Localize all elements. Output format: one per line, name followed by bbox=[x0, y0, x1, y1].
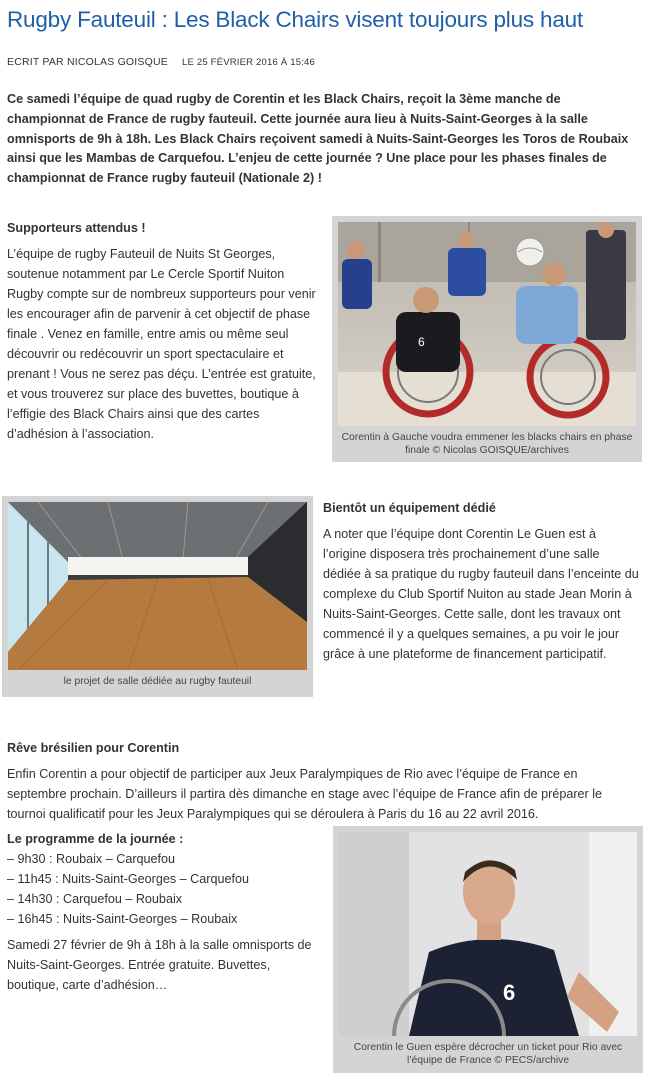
photo-caption-match: Corentin à Gauche voudra emmener les blacks chairs en phase finale © Nicolas GOISQUE/archives bbox=[341, 432, 633, 456]
jersey-number: 6 bbox=[503, 980, 516, 1005]
rugby-match-photo bbox=[338, 222, 636, 426]
photo-caption-portrait: Corentin le Guen espère décrocher un ticket pour Rio avec l’équipe de France © PECS/archive bbox=[353, 1042, 623, 1066]
closing-paragraph: Samedi 27 février de 9h à 18h à la salle omnisports de Nuits-Saint-Georges. Entrée gratuite. Buvettes, boutique, carte d’adhésion… bbox=[7, 938, 312, 992]
program-item: – 16h45 : Nuits-Saint-Georges – Roubaix bbox=[7, 912, 238, 926]
rugby-match-illustration bbox=[338, 222, 636, 426]
photo-figure-match bbox=[332, 216, 642, 462]
photo-figure-portrait bbox=[333, 826, 643, 1073]
section-heading-supporters: Supporteurs attendus ! bbox=[7, 221, 146, 235]
hall-illustration bbox=[8, 502, 307, 670]
program-block bbox=[7, 829, 249, 929]
section-heading-brazil: Rêve brésilien pour Corentin bbox=[7, 741, 180, 755]
program-title: Le programme de la journée : bbox=[7, 832, 184, 846]
publish-date: LE 25 FÉVRIER 2016 À 15:46 bbox=[181, 57, 315, 68]
hall-project-rendering bbox=[8, 502, 307, 670]
program-item: – 14h30 : Carquefou – Roubaix bbox=[7, 892, 183, 906]
photo-figure-hall bbox=[2, 496, 313, 697]
article-title: Rugby Fauteuil : Les Black Chairs visent toujours plus haut bbox=[7, 7, 584, 32]
program-item: – 9h30 : Roubaix – Carquefou bbox=[7, 852, 176, 866]
section-body-brazil: Enfin Corentin a pour objectif de participer aux Jeux Paralympiques de Rio avec l’équipe de France en septembre prochain. D’ailleurs il partira dès dimanche en stage avec l’équipe de France afin de préparer le tournoi qualificatif pour les Jeux Paralympiques qui se déroulera à Paris du 16 au 22 avril 2016. bbox=[7, 767, 603, 821]
lead-paragraph: Ce samedi l’équipe de quad rugby de Corentin et les Black Chairs, reçoit la 3ème manche de championnat de France de rugby fauteuil. Cette journée aura lieu à Nuits-Saint-Georges à la salle omnisports de 9h à 18h. Les Black Chairs reçoivent samedi à Nuits-Saint-Georges les Toros de Roubaix ainsi que les Mambas de Carquefou. L’enjeu de cette journée ? Une place pour les phases finales de championnat de France rugby fauteuil (Nationale 2) ! bbox=[7, 92, 629, 186]
author: ECRIT PAR NICOLAS GOISQUE bbox=[7, 56, 168, 68]
corentin-portrait-photo bbox=[339, 832, 637, 1036]
svg-text:6: 6 bbox=[418, 335, 425, 349]
section-body-supporters: L’équipe de rugby Fauteuil de Nuits St Georges, soutenue notamment par Le Cercle Sportif Nuiton Rugby compte sur de nombreux supporteurs pour venir les encourager afin de parvenir à cet objectif de phase finale . Venez en famille, entre amis ou même seul découvrir ou redécouvrir un sport spectaculaire et prenant ! Vous ne serez pas déçu. L’entrée est gratuite, et vous trouverez sur place des buvettes, boutique à l’effigie des Black Chairs ainsi que des cartes d’adhésion à l’association. bbox=[7, 247, 316, 441]
section-body-equipment: A noter que l’équipe dont Corentin Le Guen est à l’origine disposera très prochainement d’une salle dédiée à sa pratique du rugby fauteuil dans l’enceinte du complexe du Club Sportif Nuiton au stade Jean Morin à Nuits-Saint-Georges. Cette salle, dont les travaux ont commencé il y a quelques semaines, a pu voir le jour grâce à une plateforme de financement participatif. bbox=[323, 527, 639, 661]
portrait-illustration bbox=[339, 832, 637, 1036]
photo-caption-hall: le projet de salle dédiée au rugby fauteuil bbox=[63, 676, 252, 687]
program-item: – 11h45 : Nuits-Saint-Georges – Carquefou bbox=[7, 872, 249, 886]
byline bbox=[7, 56, 315, 68]
section-heading-equipment: Bientôt un équipement dédié bbox=[323, 501, 496, 515]
